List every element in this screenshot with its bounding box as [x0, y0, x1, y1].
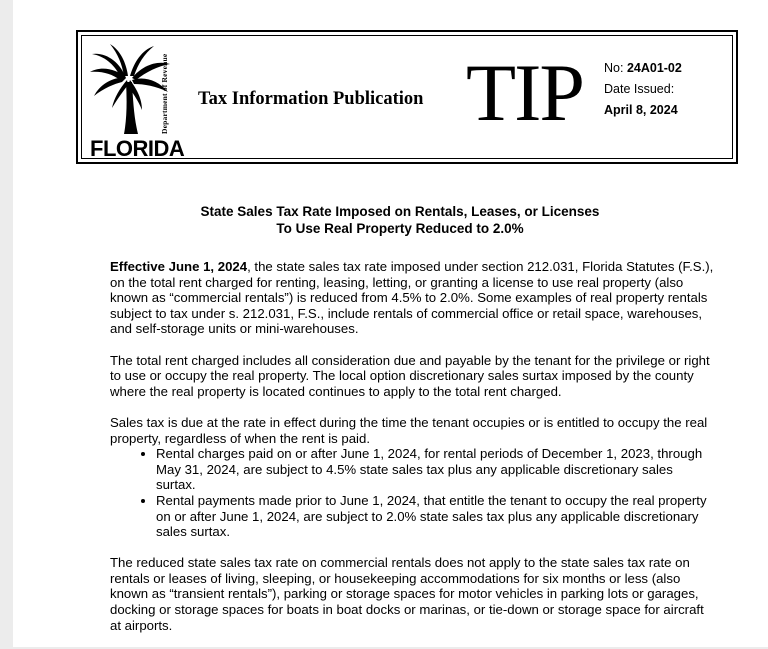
rental-rules-list	[110, 446, 714, 540]
list-item: • Rental payments made prior to June 1, 2024, that entitle the tenant to occupy the real property on or after June 1, 2024, are subject to 2.0% state sales tax plus any applicable discretionary sales surtax.	[156, 493, 714, 540]
date-label: Date Issued:	[604, 82, 675, 96]
paragraph-tax-due: Sales tax is due at the rate in effect during the time the tenant occupies or is entitled to occupy the real property, regardless of when the rent is paid.	[110, 414, 708, 446]
paragraph-1-text: , the state sales tax rate imposed under section 212.031, Florida Statutes (F.S.), on the total rent charged for renting, leasing, letting, or granting a license to use real property (also known as “commercial rentals”) is reduced from 4.5% to 2.0%. Some examples of real property rentals subject to tax under s. 212.031, F.S., include rentals of commercial office or retail space, warehouses, and self-storage units or mini-warehouses.	[110, 259, 714, 337]
effective-date-text: Effective June 1, 2024	[110, 259, 248, 274]
list-item: • Rental charges paid on or after June 1, 2024, for rental periods of December 1, 2023, through May 31, 2024, are subject to 4.5% state sales tax plus any applicable discretionary sales surtax.	[156, 446, 714, 493]
paragraph-total-rent: The total rent charged includes all consideration due and payable by the tenant for the privilege or right to use or occupy the real property. The local option discretionary sales surtax imposed by the county where the real property is located continues to apply to the total rent charged.	[110, 352, 710, 399]
department-of-revenue-label: Department of Revenue	[160, 53, 169, 135]
florida-wordmark: FLORIDA	[90, 136, 185, 161]
number-row	[604, 58, 682, 79]
florida-dor-logo	[90, 42, 190, 160]
document-body	[110, 259, 714, 649]
publication-meta	[604, 58, 682, 121]
document-page	[13, 0, 768, 647]
paragraph-exclusions: The reduced state sales tax rate on commercial rentals does not apply to the state sales tax rate on rentals or leases of living, sleeping, or housekeeping accommodations for six months or less (also known as “transient rentals”), parking or storage spaces for motor vehicles in parking lots or garages, docking or storage spaces for boats in boat docks or marinas, or tie-down or storage space for aircraft at airports.	[110, 555, 704, 633]
publication-title: Tax Information Publication	[198, 89, 424, 109]
number-value: 24A01-02	[626, 61, 682, 75]
title-line-1: State Sales Tax Rate Imposed on Rentals, Leases, or Licenses	[200, 204, 600, 219]
title-line-2: To Use Real Property Reduced to 2.0%	[276, 221, 524, 236]
date-value: April 8, 2024	[604, 103, 678, 117]
tip-label: TIP	[466, 47, 583, 138]
palm-tree-icon	[90, 42, 172, 134]
number-label: No:	[604, 61, 624, 75]
paragraph-effective-date	[110, 259, 714, 337]
tip-header	[76, 30, 738, 164]
document-title	[103, 203, 697, 237]
